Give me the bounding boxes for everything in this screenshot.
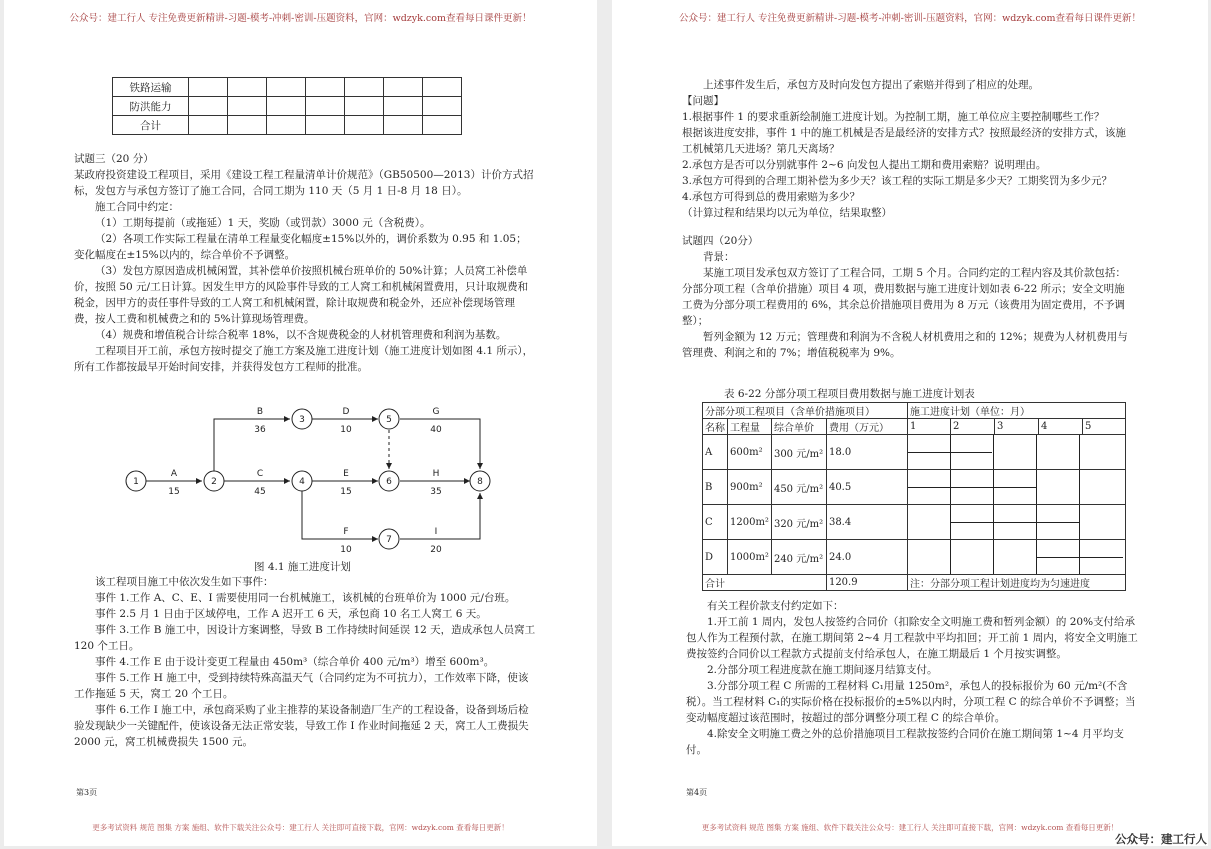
intro-paragraph: 某政府投资建设工程项目，采用《建设工程工程量清单计价规范》（GB50500—2013）计价方式招标，发包方与承包方签订了施工合同，合同工期为 110 天（5 月 1 日-8 月 18 日）。 (74, 169, 534, 197)
event-5: 事件 5.工作 H 施工中，受到持续特殊高温天气（合同约定为不可抗力），工作效率下降，使该工作拖延 5 天，窝工 20 个工日。 (74, 672, 529, 700)
row-qty: 600m² (728, 435, 772, 470)
payment-2: 2.分部分项工程进度款在施工期间逐月结算支付。 (707, 664, 938, 676)
month-header: 3 (994, 419, 1038, 435)
payment-3: 3.分部分项工程 C 所需的工程材料 C₁用量 1250m²，承包人的投标报价为 60 元/m²(不含税）。当工程材料 C₁的实际价格在投标报价的±5%以内时，分项工程 C 的综合单价不予调整；当变动幅度超过该范围时，按超过的部分调整分项工程 C 的综合单价。 (686, 680, 1136, 724)
background-label: 背景： (703, 251, 735, 263)
page-right (612, 0, 1208, 846)
row-price: 320 元/m² (771, 505, 826, 540)
contract-label: 施工合同中约定： (95, 201, 179, 213)
table-cell: 铁路运输 (113, 78, 189, 97)
plan-paragraph: 工程项目开工前，承包方按时提交了施工方案及施工进度计划（施工进度计划如图 4.1 所示），所有工作都按最早开始时间安排，并获得发包方工程师的批准。 (74, 345, 534, 373)
table-cell: 合计 (113, 116, 189, 135)
gantt-bar-c (951, 522, 1079, 523)
payment-section (686, 598, 1138, 758)
month-header: 2 (950, 419, 994, 435)
table-row (703, 540, 1126, 575)
payment-1: 1.开工前 1 周内，发包人按签约合同价（扣除安全文明施工费和暂列金额）的 20%支付给承包人作为工程预付款，在施工期间第 2~4 月工程款中平均扣回；开工前 1 周内，将安全文明施工费按签约合同价以工程款方式提前支付给承包人，在施工期最后 1 个月按实调整。 (686, 616, 1138, 660)
row-name: C (703, 505, 728, 540)
row-cost: 38.4 (826, 505, 907, 540)
row-price: 300 元/m² (771, 435, 826, 470)
page-header: 公众号：建工行人 专注免费更新精讲-习题-模考-冲刺-密训-压题资料，官网：wdzyk.com查看每日课件更新！ (679, 13, 1141, 24)
events-intro: 该工程项目施工中依次发生如下事件： (95, 576, 274, 588)
network-diagram (122, 403, 502, 555)
node-label: 4 (299, 477, 305, 487)
payment-intro: 有关工程价款支付约定如下： (707, 600, 844, 612)
row-cost: 18.0 (826, 435, 907, 470)
row-qty: 1000m² (728, 540, 772, 575)
row-qty: 1200m² (728, 505, 772, 540)
arrow-b (214, 419, 290, 481)
node-label: 6 (386, 477, 392, 487)
activity-name: A (170, 469, 178, 479)
total-label: 合计 (703, 575, 827, 591)
table-row (113, 116, 462, 135)
col-header: 工程量 (728, 419, 772, 435)
question-1: 1.根据事件 1 的要求重新绘制施工进度计划。为控制工期，施工单位应主要控制哪些工作？ (682, 111, 1105, 123)
watermark-text: 公众号：建工行人 (1115, 832, 1207, 846)
table-row (113, 97, 462, 116)
activity-duration: 15 (340, 487, 352, 497)
table-row (113, 78, 462, 97)
arrow-i (400, 493, 480, 539)
question-1b: 根据该进度安排，事件 1 中的施工机械是否是最经济的安排方式？按照最经济的安排方式，该施工机械第几天进场？第几天离场？ (682, 127, 1126, 155)
activity-duration: 20 (430, 545, 442, 555)
question-3: 3.承包方可得到的合理工期补偿为多少天？该工程的实际工期是多少天？工期奖罚为多少元？ (682, 175, 1113, 187)
page-footer: 更多考试资料 规范 图集 方案 施组、软件下载关注公众号：建工行人 关注即可直接下载，官网：wdzyk.com 查看每日更新！ (92, 823, 509, 832)
activity-duration: 40 (430, 425, 442, 435)
payment-4: 4.除安全文明施工费之外的总价措施项目工程款按签约合同价在施工期间第 1~4 月平均支付。 (686, 728, 1124, 756)
gantt-cell (907, 540, 1125, 575)
gantt-cell (907, 435, 1125, 470)
activity-name: I (434, 527, 438, 537)
table-row (703, 470, 1126, 505)
event-2: 事件 2.5 月 1 日由于区域停电，工作 A 迟开工 6 天，承包商 10 名工人窝工 6 天。 (95, 608, 487, 620)
activity-duration: 45 (254, 487, 266, 497)
table-header-row (703, 403, 1126, 419)
node-label: 8 (477, 477, 483, 487)
activity-name: D (342, 407, 350, 417)
table-total-row (703, 575, 1126, 591)
node-label: 5 (386, 415, 392, 425)
row-name: D (703, 540, 728, 575)
table-cell: 防洪能力 (113, 97, 189, 116)
clause-4: （4）规费和增值税合计综合税率 18%，以不含规费税金的人材机管理费和利润为基数。 (95, 329, 507, 341)
clause-3: （3）发包方原因造成机械闲置，其补偿单价按照机械台班单价的 50%计算；人员窝工补偿单价，按照 50 元/工日计算。因发生甲方的风险事件导致的工人窝工和机械闲置费用，只计取规费和税金，因甲方的责任事件导致的工人窝工和机械闲置，除计取规费和税金外，还应补偿现场管理费，按人工费和机械费之和的 5%计算现场管理费。 (74, 265, 529, 325)
month-header: 4 (1038, 419, 1082, 435)
question-2: 2.承包方是否可以分别就事件 2~6 向发包人提出工期和费用索赔？说明理由。 (682, 159, 1047, 171)
table-row (703, 435, 1126, 470)
activity-name: F (343, 527, 349, 537)
questions-title: 【问题】 (682, 95, 724, 107)
gantt-cell (907, 505, 1125, 540)
event-4: 事件 4.工作 E 由于设计变更工程量由 450m³（综合单价 400 元/m³）增至 600m³。 (95, 656, 495, 668)
activity-duration: 35 (430, 487, 442, 497)
clause-2: （2）各项工作实际工程量在清单工程量变化幅度±15%以外的，调价系数为 0.95 和 1.05；变化幅度在±15%以内的，综合单价不予调整。 (74, 233, 527, 261)
background-paragraph-1: 某施工项目发承包双方签订了工程合同，工期 5 个月。合同约定的工程内容及其价款包括：分部分项工程（含单价措施）项目 4 项，费用数据与施工进度计划如表 6-22 所示；安全文明施工费为分部分项工程费用的 6%，其余总价措施项目费用为 8 万元（该费用为固定费用，不予调整）； (682, 267, 1126, 327)
table-header-row (703, 419, 1126, 435)
col-header: 名称 (703, 419, 728, 435)
question-note: （计算过程和结果均以元为单位，结果取整） (682, 207, 892, 219)
table-row (703, 505, 1126, 540)
table-head-left: 分部分项工程项目（含单价措施项目） (703, 403, 908, 419)
row-price: 240 元/m² (771, 540, 826, 575)
page-number: 第3页 (76, 788, 98, 797)
activity-name: G (432, 407, 440, 417)
row-name: A (703, 435, 728, 470)
background-paragraph-2: 暂列金额为 12 万元；管理费和利润为不含税人材机费用之和的 12%；规费为人材机费用与管理费、利润之和的 7%；增值税税率为 9%。 (682, 331, 1128, 359)
row-qty: 900m² (728, 470, 772, 505)
activity-name: E (343, 469, 349, 479)
question-4: 4.承包方可得到总的费用索赔为多少？ (682, 191, 861, 203)
event-6: 事件 6.工作 I 施工中，承包商采购了业主推荐的某设备制造厂生产的工程设备，设备到场后检验发现缺少一关键配件，使该设备无法正常安装，导致工作 I 作业时间拖延 2 天，窝工人工费损失 2000 元，窝工机械费损失 1500 元。 (74, 704, 529, 748)
node-label: 3 (299, 415, 305, 425)
page-left (4, 0, 597, 846)
activity-name: B (256, 407, 264, 417)
activity-duration: 36 (254, 425, 266, 435)
question-three-body (74, 151, 534, 375)
col-header: 综合单价 (771, 419, 826, 435)
clause-1: （1）工期每提前（或拖延）1 天，奖励（或罚款）3000 元（含税费）。 (95, 217, 431, 229)
gantt-bar-b (908, 487, 1036, 488)
section-title: 试题三（20 分） (74, 153, 154, 165)
schedule-table (702, 402, 1126, 591)
page-footer: 更多考试资料 规范 图集 方案 施组、软件下载关注公众号：建工行人 关注即可直接下载，官网：wdzyk.com 查看每日更新！ (701, 823, 1119, 832)
section-title: 试题四（20分） (682, 235, 759, 247)
figure-caption: 图 4.1 施工进度计划 (254, 561, 351, 573)
total-cost: 120.9 (826, 575, 907, 591)
events-section (74, 574, 536, 750)
node-label: 7 (386, 535, 392, 545)
question-three-questions (682, 77, 1134, 361)
table-note: 注：分部分项工程计划进度均为匀速进度 (907, 575, 1125, 591)
row-name: B (703, 470, 728, 505)
col-header: 费用（万元） (826, 419, 907, 435)
gantt-cell (907, 470, 1125, 505)
month-header: 5 (1082, 419, 1125, 435)
page-header: 公众号：建工行人 专注免费更新精讲-习题-模考-冲刺-密训-压题资料，官网：wdzyk.com查看每日课件更新！ (69, 13, 532, 24)
event-1: 事件 1.工作 A、C、E、I 需要使用同一台机械施工，该机械的台班单价为 1000 元/台班。 (95, 592, 516, 604)
claim-paragraph: 上述事件发生后，承包方及时向发包方提出了索赔并得到了相应的处理。 (703, 79, 1039, 91)
arrow-f (302, 491, 378, 539)
summary-table-fragment (112, 77, 462, 135)
row-cost: 24.0 (826, 540, 907, 575)
month-header: 1 (907, 419, 950, 435)
node-label: 1 (133, 477, 139, 487)
node-label: 2 (211, 477, 217, 487)
event-3: 事件 3.工作 B 施工中，因设计方案调整，导致 B 工作持续时间延误 12 天，造成承包人员窝工 120 个工日。 (74, 624, 536, 652)
gantt-bar-d (1037, 557, 1123, 558)
row-price: 450 元/m² (771, 470, 826, 505)
table-head-right: 施工进度计划（单位：月） (907, 403, 1125, 419)
activity-name: C (256, 469, 264, 479)
row-cost: 40.5 (826, 470, 907, 505)
activity-name: H (432, 469, 440, 479)
page-number: 第4页 (686, 788, 708, 797)
activity-duration: 10 (340, 545, 352, 555)
activity-duration: 15 (168, 487, 180, 497)
table-title: 表 6-22 分部分项工程项目费用数据与施工进度计划表 (724, 388, 975, 400)
activity-duration: 10 (340, 425, 352, 435)
